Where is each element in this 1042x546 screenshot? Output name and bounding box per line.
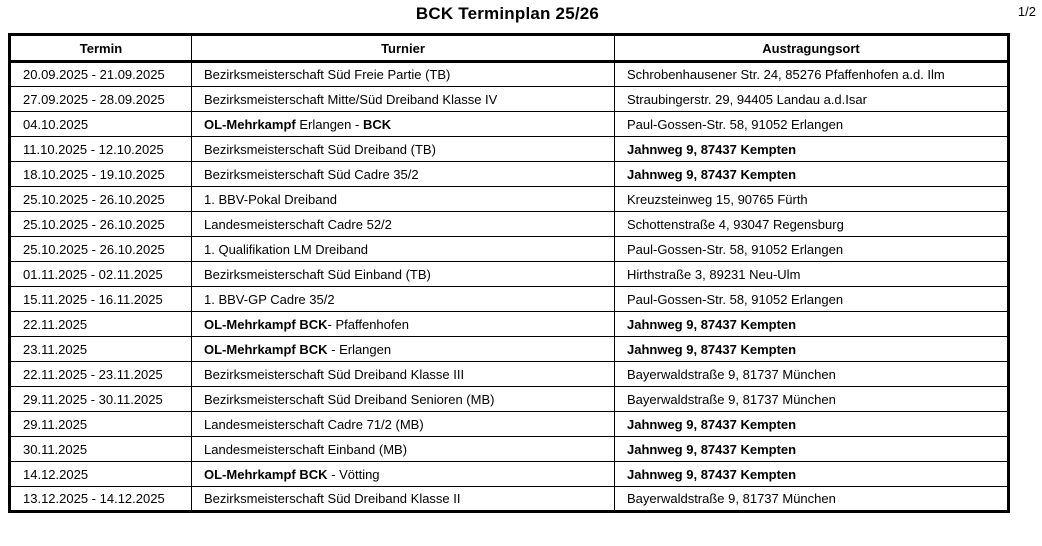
header-austragungsort: Austragungsort bbox=[615, 35, 1009, 62]
turnier-text-segment: Bezirksmeisterschaft Süd Dreiband Klasse II bbox=[204, 491, 461, 506]
turnier-text-segment: OL-Mehrkampf bbox=[204, 116, 296, 132]
header-termin: Termin bbox=[10, 35, 192, 62]
cell-austragungsort: Jahnweg 9, 87437 Kempten bbox=[615, 337, 1009, 362]
cell-termin: 15.11.2025 - 16.11.2025 bbox=[10, 287, 192, 312]
turnier-text-segment: Bezirksmeisterschaft Süd Cadre 35/2 bbox=[204, 166, 419, 182]
turnier-text-segment: OL-Mehrkampf BCK bbox=[204, 466, 328, 482]
table-row bbox=[10, 462, 1009, 487]
turnier-text-segment: Erlangen - bbox=[295, 116, 363, 132]
cell-termin: 11.10.2025 - 12.10.2025 bbox=[10, 137, 192, 162]
cell-termin: 13.12.2025 - 14.12.2025 bbox=[10, 487, 192, 512]
cell-austragungsort: Schrobenhausener Str. 24, 85276 Pfaffenhofen a.d. Ilm bbox=[615, 62, 1009, 87]
schedule-table-body bbox=[10, 62, 1009, 512]
turnier-text-segment: 1. BBV-GP Cadre 35/2 bbox=[204, 291, 335, 307]
page-number-indicator: 1/2 bbox=[1017, 4, 1036, 19]
cell-austragungsort: Jahnweg 9, 87437 Kempten bbox=[615, 462, 1009, 487]
cell-termin: 04.10.2025 bbox=[10, 112, 192, 137]
cell-austragungsort: Jahnweg 9, 87437 Kempten bbox=[615, 312, 1009, 337]
cell-termin: 30.11.2025 bbox=[10, 437, 192, 462]
cell-termin: 22.11.2025 - 23.11.2025 bbox=[10, 362, 192, 387]
cell-austragungsort: Bayerwaldstraße 9, 81737 München bbox=[615, 362, 1009, 387]
turnier-text-segment: OL-Mehrkampf BCK bbox=[204, 316, 328, 332]
cell-turnier bbox=[192, 462, 615, 487]
cell-turnier bbox=[192, 237, 615, 262]
cell-turnier bbox=[192, 362, 615, 387]
page-title: BCK Terminplan 25/26 bbox=[415, 4, 600, 23]
cell-austragungsort: Bayerwaldstraße 9, 81737 München bbox=[615, 387, 1009, 412]
cell-termin: 25.10.2025 - 26.10.2025 bbox=[10, 212, 192, 237]
cell-turnier bbox=[192, 412, 615, 437]
cell-austragungsort: Jahnweg 9, 87437 Kempten bbox=[615, 162, 1009, 187]
cell-turnier bbox=[192, 112, 615, 137]
cell-turnier bbox=[192, 87, 615, 112]
turnier-text-segment: Landesmeisterschaft Cadre 52/2 bbox=[204, 216, 392, 232]
cell-termin: 25.10.2025 - 26.10.2025 bbox=[10, 187, 192, 212]
cell-termin: 14.12.2025 bbox=[10, 462, 192, 487]
table-row bbox=[10, 237, 1009, 262]
cell-turnier bbox=[192, 437, 615, 462]
cell-turnier bbox=[192, 162, 615, 187]
table-row bbox=[10, 312, 1009, 337]
turnier-text-segment: Bezirksmeisterschaft Süd Dreiband Senioren (MB) bbox=[204, 391, 495, 407]
turnier-text-segment: 1. Qualifikation LM Dreiband bbox=[204, 241, 369, 257]
cell-turnier bbox=[192, 262, 615, 287]
turnier-text-segment: OL-Mehrkampf BCK bbox=[204, 341, 328, 357]
cell-termin: 23.11.2025 bbox=[10, 337, 192, 362]
cell-turnier bbox=[192, 387, 615, 412]
cell-termin: 29.11.2025 - 30.11.2025 bbox=[10, 387, 192, 412]
cell-termin: 22.11.2025 bbox=[10, 312, 192, 337]
cell-austragungsort: Bayerwaldstraße 9, 81737 München bbox=[615, 487, 1009, 512]
cell-austragungsort: Paul-Gossen-Str. 58, 91052 Erlangen bbox=[615, 237, 1009, 262]
turnier-text-segment: Landesmeisterschaft Cadre 71/2 (MB) bbox=[204, 416, 424, 432]
cell-turnier bbox=[192, 487, 615, 512]
turnier-text-segment: 1. BBV-Pokal Dreiband bbox=[204, 191, 337, 207]
cell-turnier bbox=[192, 62, 615, 87]
cell-termin: 29.11.2025 bbox=[10, 412, 192, 437]
cell-austragungsort: Paul-Gossen-Str. 58, 91052 Erlangen bbox=[615, 112, 1009, 137]
cell-austragungsort: Straubingerstr. 29, 94405 Landau a.d.Isar bbox=[615, 87, 1009, 112]
cell-termin: 27.09.2025 - 28.09.2025 bbox=[10, 87, 192, 112]
table-row bbox=[10, 262, 1009, 287]
turnier-text-segment: Landesmeisterschaft Einband (MB) bbox=[204, 441, 408, 457]
cell-austragungsort: Jahnweg 9, 87437 Kempten bbox=[615, 412, 1009, 437]
cell-termin: 01.11.2025 - 02.11.2025 bbox=[10, 262, 192, 287]
turnier-text-segment: Bezirksmeisterschaft Süd Einband (TB) bbox=[204, 266, 431, 282]
cell-turnier bbox=[192, 187, 615, 212]
cell-termin: 18.10.2025 - 19.10.2025 bbox=[10, 162, 192, 187]
turnier-text-segment: Bezirksmeisterschaft Süd Dreiband Klasse III bbox=[204, 366, 465, 382]
header-turnier: Turnier bbox=[192, 35, 615, 62]
turnier-text-segment: Bezirksmeisterschaft Süd Dreiband (TB) bbox=[204, 141, 436, 157]
table-row bbox=[10, 412, 1009, 437]
table-row bbox=[10, 287, 1009, 312]
cell-austragungsort: Jahnweg 9, 87437 Kempten bbox=[615, 437, 1009, 462]
cell-austragungsort: Paul-Gossen-Str. 58, 91052 Erlangen bbox=[615, 287, 1009, 312]
turnier-text-segment: BCK bbox=[362, 116, 392, 132]
cell-turnier bbox=[192, 137, 615, 162]
turnier-text-segment: - Pfaffenhofen bbox=[327, 316, 409, 332]
schedule-table bbox=[8, 33, 1010, 513]
table-row bbox=[10, 137, 1009, 162]
cell-austragungsort: Kreuzsteinweg 15, 90765 Fürth bbox=[615, 187, 1009, 212]
table-row bbox=[10, 487, 1009, 512]
turnier-text-segment: - Vötting bbox=[327, 466, 380, 482]
table-row bbox=[10, 337, 1009, 362]
turnier-text-segment: Bezirksmeisterschaft Mitte/Süd Dreiband Klasse IV bbox=[204, 91, 498, 107]
cell-turnier bbox=[192, 337, 615, 362]
cell-turnier bbox=[192, 287, 615, 312]
table-header-row bbox=[10, 35, 1009, 62]
table-row bbox=[10, 162, 1009, 187]
cell-austragungsort: Jahnweg 9, 87437 Kempten bbox=[615, 137, 1009, 162]
turnier-text-segment: - Erlangen bbox=[327, 341, 392, 357]
table-row bbox=[10, 362, 1009, 387]
cell-turnier bbox=[192, 312, 615, 337]
cell-austragungsort: Hirthstraße 3, 89231 Neu-Ulm bbox=[615, 262, 1009, 287]
table-row bbox=[10, 437, 1009, 462]
table-row bbox=[10, 62, 1009, 87]
cell-termin: 25.10.2025 - 26.10.2025 bbox=[10, 237, 192, 262]
turnier-text-segment: Bezirksmeisterschaft Süd Freie Partie (TB) bbox=[204, 67, 451, 82]
cell-austragungsort: Schottenstraße 4, 93047 Regensburg bbox=[615, 212, 1009, 237]
table-row bbox=[10, 187, 1009, 212]
cell-turnier bbox=[192, 212, 615, 237]
table-row bbox=[10, 87, 1009, 112]
cell-termin: 20.09.2025 - 21.09.2025 bbox=[10, 62, 192, 87]
table-row bbox=[10, 212, 1009, 237]
table-row bbox=[10, 112, 1009, 137]
table-row bbox=[10, 387, 1009, 412]
